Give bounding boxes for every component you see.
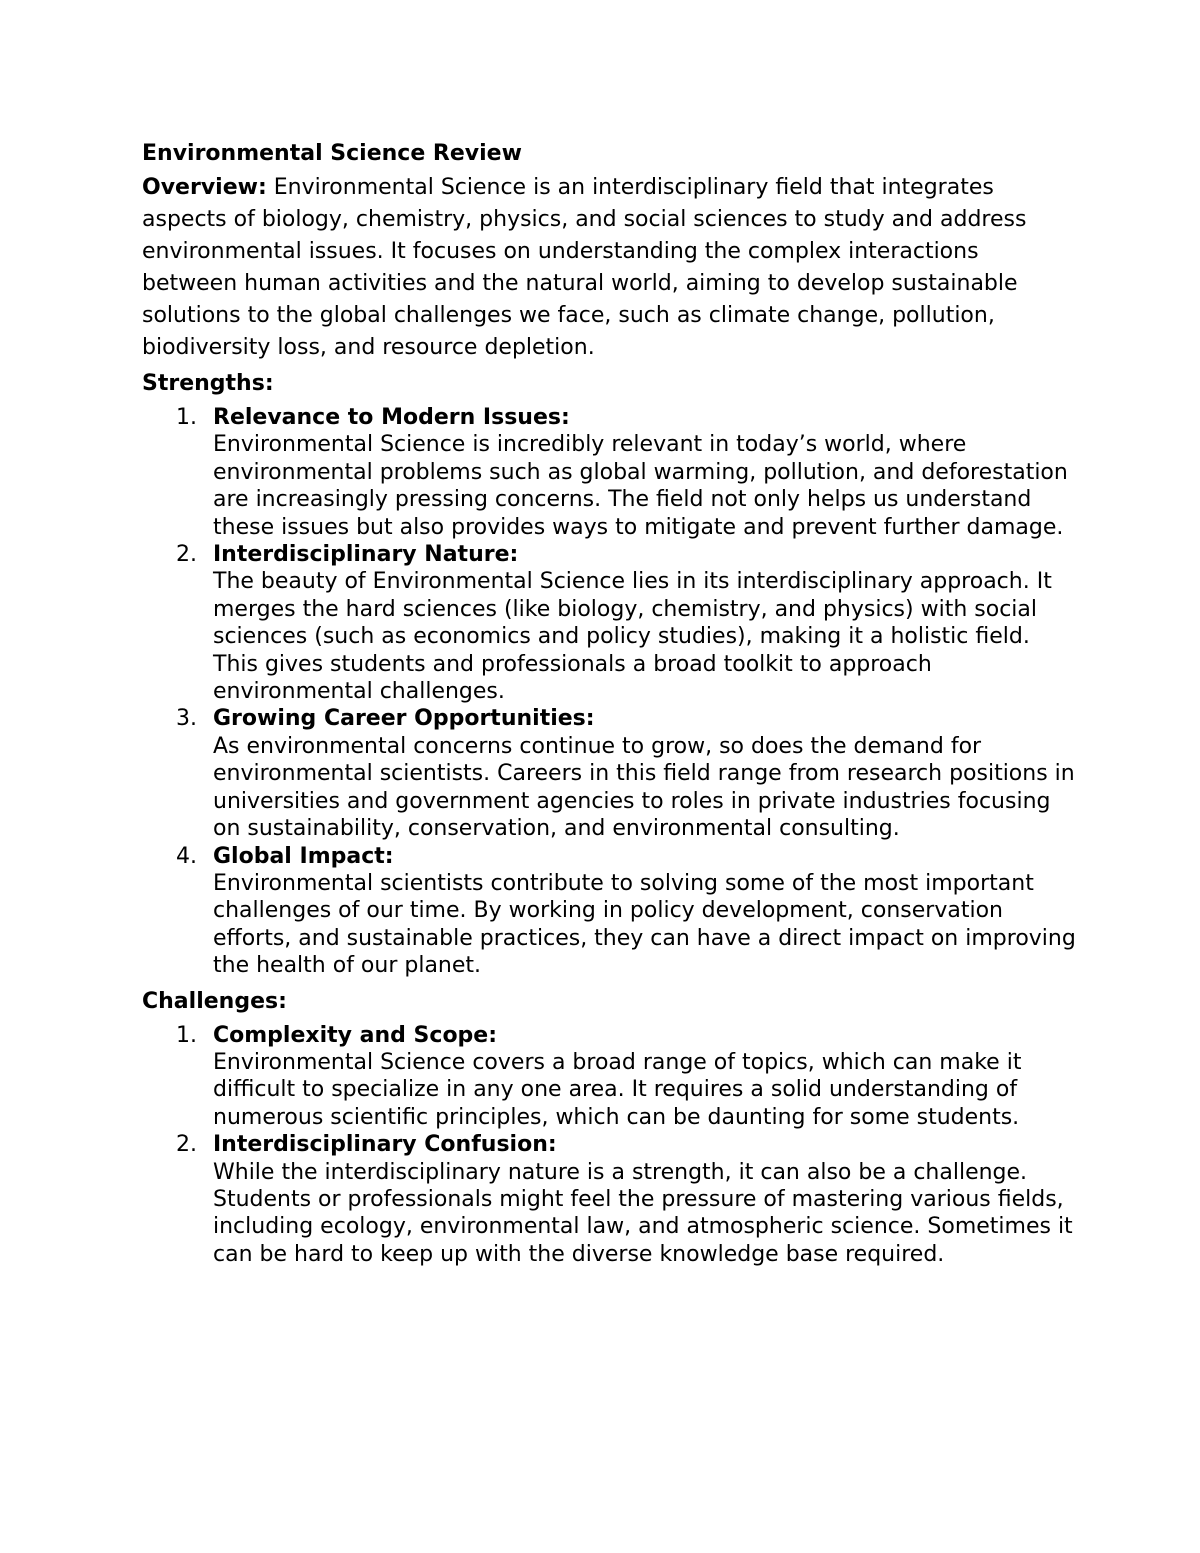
- item-text: While the interdisciplinary nature is a strength, it can also be a challenge. Students or professionals might feel the pressure of mastering various fields, including ecology, environmental law, and atmospheric science. Sometimes it can be hard to keep up with the diverse knowledge base required.: [213, 1159, 1073, 1267]
- item-title: Interdisciplinary Confusion:: [213, 1132, 557, 1158]
- item-title: Relevance to Modern Issues:: [213, 405, 570, 430]
- item-number: 1.: [176, 405, 197, 430]
- item-number: 3.: [176, 706, 197, 732]
- item-title: Global Impact:: [213, 843, 394, 869]
- overview-text: Environmental Science is an interdisciplinary field that integrates aspects of biology, chemistry, physics, and social sciences to study and address environmental issues. It focuses on understanding the complex interactions between human activities and the natural world, aiming to develop sustainable solutions to the global challenges we face, such as climate change, pollution, biodiversity loss, and resource depletion.: [142, 175, 1027, 360]
- list-item: [142, 404, 1077, 541]
- item-number: 2.: [176, 1132, 197, 1158]
- item-title: Interdisciplinary Nature:: [213, 542, 519, 568]
- list-item: [142, 843, 1077, 980]
- item-text: The beauty of Environmental Science lies in its interdisciplinary approach. It merges the hard sciences (like biology, chemistry, and physics) with social sciences (such as economics and policy studies), making it a holistic field. This gives students and professionals a broad toolkit to approach environmental challenges.: [213, 569, 1052, 705]
- list-item: [142, 1022, 1077, 1132]
- item-text: As environmental concerns continue to grow, so does the demand for environmental scientists. Careers in this field range from research positions in universities and government agencies to roles in private industries focusing on sustainability, conservation, and environmental consulting.: [213, 733, 1075, 842]
- strengths-heading: Strengths:: [142, 371, 274, 396]
- overview-label: Overview:: [142, 175, 267, 200]
- item-text: Environmental Science covers a broad range of topics, which can make it difficult to specialize in any one area. It requires a solid understanding of numerous scientific principles, which can be daunting for some students.: [213, 1049, 1022, 1130]
- item-number: 4.: [176, 843, 197, 869]
- document-title: Environmental Science Review: [142, 141, 522, 166]
- item-title: Growing Career Opportunities:: [213, 706, 595, 732]
- strengths-list: [142, 404, 1077, 980]
- challenges-heading: Challenges:: [142, 988, 287, 1014]
- item-title: Complexity and Scope:: [213, 1022, 498, 1048]
- document-page: [142, 138, 1077, 1274]
- overview-paragraph: [142, 172, 1077, 364]
- list-item: [142, 541, 1077, 705]
- item-number: 1.: [176, 1022, 197, 1048]
- item-number: 2.: [176, 542, 197, 568]
- list-item: [142, 1131, 1077, 1268]
- item-text: Environmental scientists contribute to solving some of the most important challenges of our time. By working in policy development, conservation efforts, and sustainable practices, they can have a direct impact on improving the health of our planet.: [213, 870, 1076, 979]
- challenges-list: [142, 1022, 1077, 1269]
- item-text: Environmental Science is incredibly relevant in today’s world, where environmental problems such as global warming, pollution, and deforestation are increasingly pressing concerns. The field not only helps us understand these issues but also provides ways to mitigate and prevent further damage.: [213, 432, 1068, 540]
- list-item: [142, 705, 1077, 842]
